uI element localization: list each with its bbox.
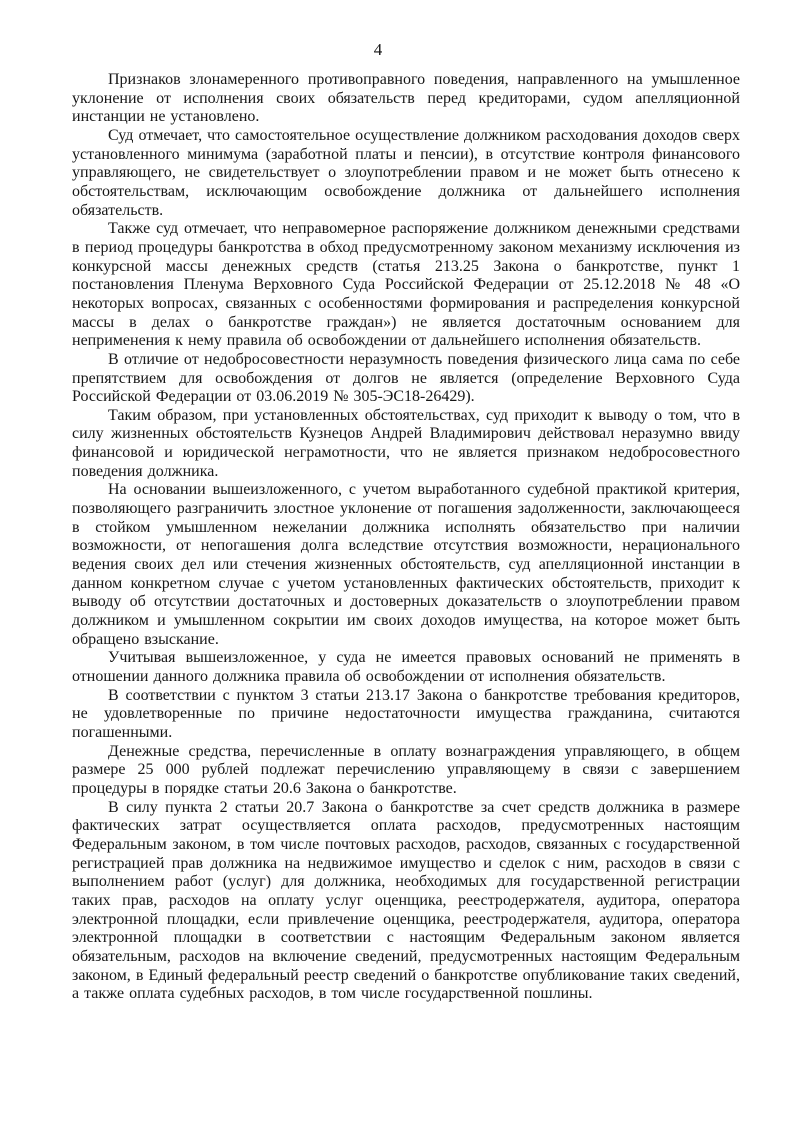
paragraph: Суд отмечает, что самостоятельное осуществление должником расходования доходов сверх установленного минимума (заработной платы и пенсии), в отсутствие контроля финансового управляющего, не свидетельствует о злоупотреблении правом и не может быть отнесено к обстоятельствам, исключающим освобождение должника от дальнейшего исполнения обязательств. [72, 126, 740, 219]
paragraph: В соответствии с пунктом 3 статьи 213.17 Закона о банкротстве требования кредиторов, не удовлетворенные по причине недостаточности имущества гражданина, считаются погашенными. [72, 686, 740, 741]
paragraph: Учитывая вышеизложенное, у суда не имеется правовых оснований не применять в отношении данного должника правила об освобождении от исполнения обязательств. [72, 649, 740, 685]
paragraph: На основании вышеизложенного, с учетом выработанного судебной практикой критерия, позволяющего разграничить злостное уклонение от погашения задолженности, заключающееся в стойком умышленном нежелании должника исполнять обязательство при наличии возможности, от непогашения долга вследствие отсутствия возможности, нерационального ведения своих дел или стечения жизненных обстоятельств, суд апелляционной инстанции в данном конкретном случае с учетом установленных фактических обстоятельств, приходит к выводу об отсутствии достаточных и достоверных доказательств о злоупотреблении правом должником и умышленном сокрытии им своих доходов имущества, на которое может быть обращено взыскание. [72, 481, 740, 648]
paragraph: Признаков злонамеренного противоправного поведения, направленного на умышленное уклонение от исполнения своих обязательств перед кредиторами, судом апелляционной инстанции не установлено. [72, 71, 740, 126]
paragraph: В отличие от недобросовестности неразумность поведения физического лица сама по себе препятствием для освобождения от долгов не является (определение Верховного Суда Российской Федерации от 03.06.2019 № 305-ЭС18-26429). [72, 350, 740, 406]
document-body [72, 71, 740, 1004]
paragraph: Также суд отмечает, что неправомерное распоряжение должником денежными средствами в период процедуры банкротства в обход предусмотренному законом механизму исключения из конкурсной массы денежных средств (статья 213.25 Закона о банкротстве, пункт 1 постановления Пленума Верховного Суда Российской Федерации от 25.12.2018 № 48 «О некоторых вопросах, связанных с особенностями формирования и распределения конкурсной массы в делах о банкротстве граждан») не является достаточным основанием для неприменения к нему правила об освобождении от дальнейшего исполнения обязательств. [72, 220, 740, 350]
paragraph: В силу пункта 2 статьи 20.7 Закона о банкротстве за счет средств должника в размере фактических затрат осуществляется оплата расходов, предусмотренных настоящим Федеральным законом, в том числе почтовых расходов, расходов, связанных с государственной регистрацией прав должника на недвижимое имущество и сделок с ним, расходов в связи с выполнением работ (услуг) для должника, необходимых для государственной регистрации таких прав, расходов на оплату услуг оценщика, реестродержателя, аудитора, оператора электронной площадки, если привлечение оценщика, реестродержателя, аудитора, оператора электронной площадки в соответствии с настоящим Федеральным законом является обязательным, расходов на включение сведений, предусмотренных настоящим Федеральным законом, в Единый федеральный реестр сведений о банкротстве опубликование таких сведений, а также оплата судебных расходов, в том числе государственной пошлины. [72, 798, 740, 1003]
paragraph: Денежные средства, перечисленные в оплату вознаграждения управляющего, в общем размере 25 000 рублей подлежат перечислению управляющему в связи с завершением процедуры в порядке статьи 20.6 Закона о банкротстве. [72, 742, 740, 797]
page-number: 4 [373, 40, 383, 59]
paragraph: Таким образом, при установленных обстоятельствах, суд приходит к выводу о том, что в силу жизненных обстоятельств Кузнецов Андрей Владимирович действовал неразумно ввиду финансовой и юридической неграмотности, что не является признаком недобросовестного поведения должника. [72, 406, 740, 480]
